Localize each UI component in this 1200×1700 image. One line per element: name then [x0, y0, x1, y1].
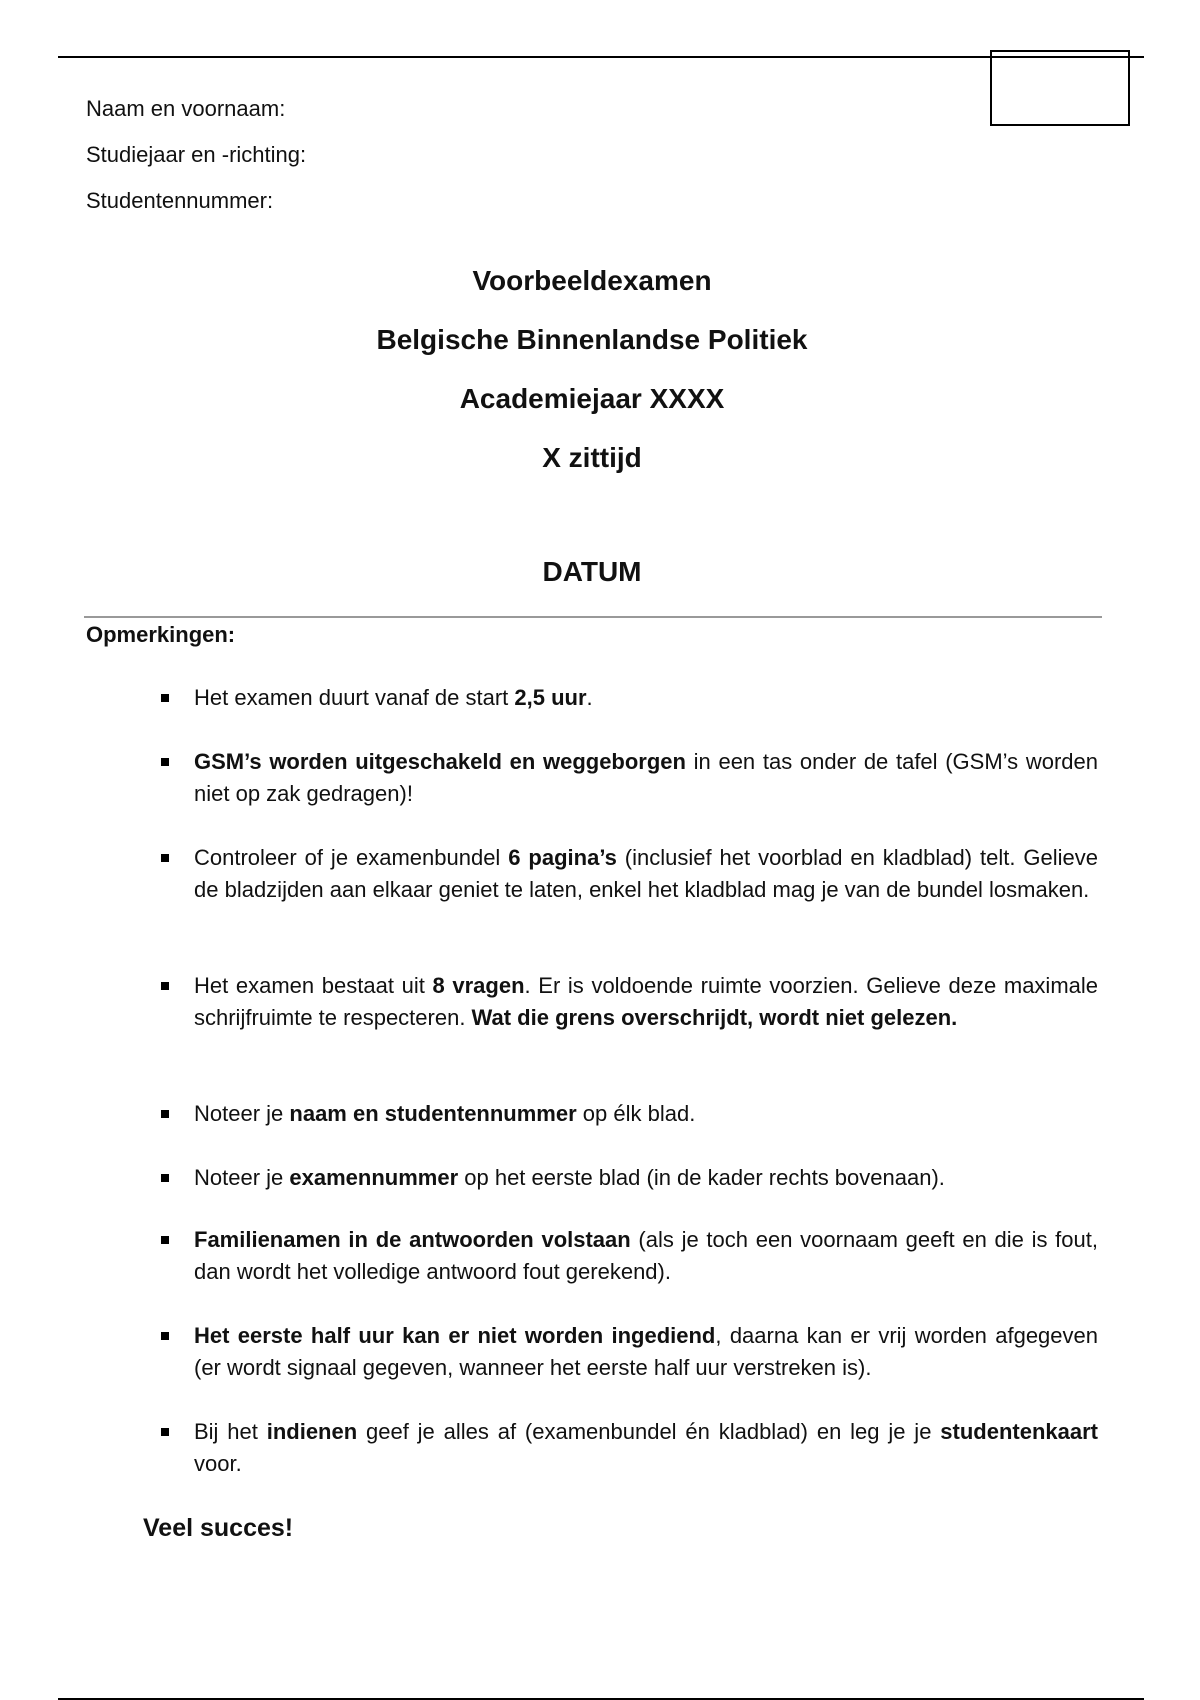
student-number-label: Studentennummer: — [86, 188, 274, 213]
closing-message: Veel succes! — [143, 1514, 294, 1542]
bullet-square-icon — [161, 1236, 169, 1244]
list-item: Het examen duurt vanaf de start 2,5 uur. — [156, 682, 1098, 746]
study-label: Studiejaar en -richting: — [86, 142, 307, 167]
remarks-list — [156, 682, 1098, 1480]
academic-year: Academiejaar XXXX — [459, 383, 725, 414]
bullet-square-icon — [161, 982, 169, 990]
bullet-square-icon — [161, 1174, 169, 1182]
list-item: Het eerste half uur kan er niet worden ingediend, daarna kan er vrij worden afgegeven (er wordt signaal gegeven, wanneer het eerste half uur verstreken is). — [156, 1320, 1098, 1416]
divider — [84, 616, 1102, 618]
list-item: Controleer of je examenbundel 6 pagina’s (inclusief het voorblad en kladblad) telt. Gelieve de bladzijden aan elkaar geniet te laten, enkel het kladblad mag je van de bundel losmaken. — [156, 842, 1098, 970]
remarks-heading: Opmerkingen: — [86, 622, 236, 647]
exam-session: X zittijd — [542, 442, 642, 473]
bullet-square-icon — [161, 758, 169, 766]
bullet-square-icon — [161, 854, 169, 862]
exam-date: DATUM — [542, 556, 642, 587]
course-title: Belgische Binnenlandse Politiek — [376, 324, 808, 355]
list-item: Noteer je examennummer op het eerste blad (in de kader rechts bovenaan). — [156, 1162, 1098, 1224]
top-rule — [58, 56, 1144, 58]
list-item: Bij het indienen geef je alles af (examenbundel én kladblad) en leg je je studentenkaart voor. — [156, 1416, 1098, 1480]
list-item: Noteer je naam en studentennummer op élk blad. — [156, 1098, 1098, 1162]
exam-title: Voorbeeldexamen — [472, 265, 712, 296]
list-item: Het examen bestaat uit 8 vragen. Er is voldoende ruimte voorzien. Gelieve deze maximale schrijfruimte te respecteren. Wat die grens overschrijdt, wordt niet gelezen. — [156, 970, 1098, 1098]
list-item: GSM’s worden uitgeschakeld en weggeborgen in een tas onder de tafel (GSM’s worden niet op zak gedragen)! — [156, 746, 1098, 842]
exam-number-box — [990, 50, 1130, 126]
bullet-square-icon — [161, 1332, 169, 1340]
exam-title-block — [0, 258, 1184, 494]
bullet-square-icon — [161, 694, 169, 702]
bullet-square-icon — [161, 1428, 169, 1436]
list-item: Familienamen in de antwoorden volstaan (als je toch een voornaam geeft en die is fout, dan wordt het volledige antwoord fout gerekend). — [156, 1224, 1098, 1320]
name-label: Naam en voornaam: — [86, 96, 286, 121]
student-info-fields — [86, 86, 306, 224]
bullet-square-icon — [161, 1110, 169, 1118]
